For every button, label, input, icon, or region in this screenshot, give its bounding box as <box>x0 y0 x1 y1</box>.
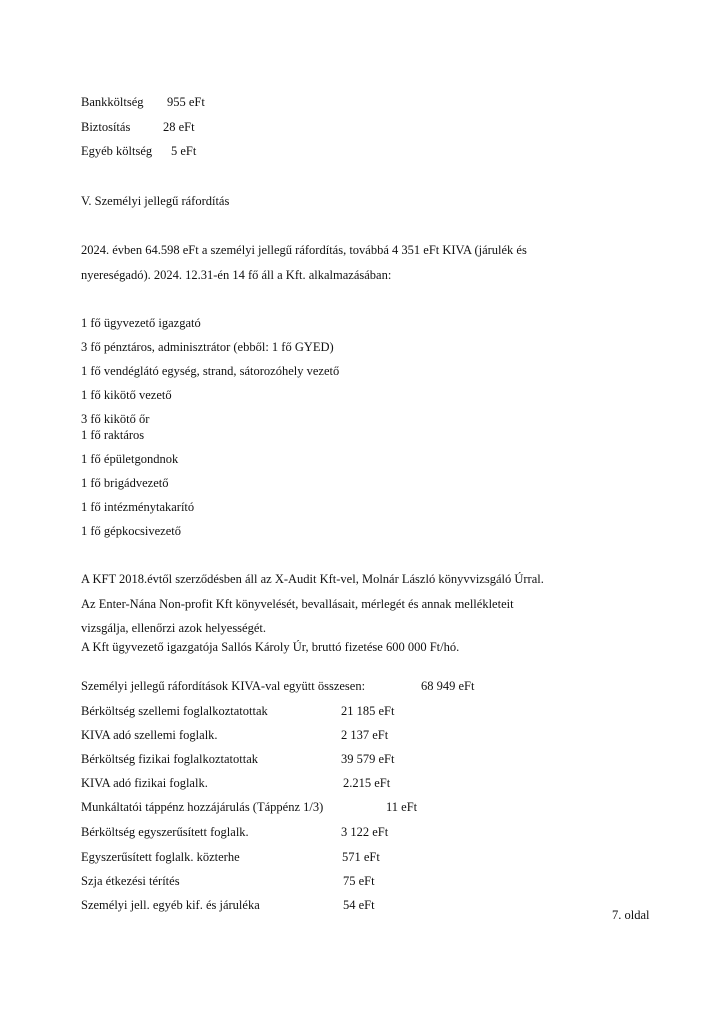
staff-item: 1 fő vendéglátó egység, strand, sátorozóhely vezető <box>81 364 340 378</box>
breakdown-label: Bérköltség egyszerűsített foglalk. <box>81 825 249 839</box>
audit-line-1: A KFT 2018.évtől szerződésben áll az X-Audit Kft-vel, Molnár László könyvvizsgáló Úrral. <box>81 572 544 586</box>
section-title: V. Személyi jellegű ráfordítás <box>81 194 230 208</box>
breakdown-label: Bérköltség szellemi foglalkoztatottak <box>81 704 268 718</box>
total-label: Személyi jellegű ráfordítások KIVA-val együtt összesen: <box>81 679 366 693</box>
breakdown-value: 39 579 eFt <box>341 752 395 766</box>
audit-line-4: A Kft ügyvezető igazgatója Sallós Károly Úr, bruttó fizetése 600 000 Ft/hó. <box>81 640 460 654</box>
staff-item: 1 fő raktáros <box>81 428 145 442</box>
breakdown-value: 75 eFt <box>343 874 375 888</box>
intro-line-1: 2024. évben 64.598 eFt a személyi jellegű ráfordítás, továbbá 4 351 eFt KIVA (járulék és <box>81 243 527 257</box>
audit-line-3: vizsgálja, ellenőrzi azok helyességét. <box>81 621 266 635</box>
cost-label: Biztosítás <box>81 120 131 134</box>
breakdown-value: 571 eFt <box>342 850 380 864</box>
breakdown-label: Bérköltség fizikai foglalkoztatottak <box>81 752 259 766</box>
staff-item: 3 fő kikötő őr <box>81 412 150 426</box>
cost-label: Bankköltség <box>81 95 144 109</box>
total-value: 68 949 eFt <box>421 679 475 693</box>
staff-item: 1 fő gépkocsivezető <box>81 524 181 538</box>
breakdown-value: 2 137 eFt <box>341 728 389 742</box>
cost-value: 5 eFt <box>171 144 197 158</box>
breakdown-value: 54 eFt <box>343 898 375 912</box>
breakdown-label: Egyszerűsített foglalk. közterhe <box>81 850 240 864</box>
breakdown-value: 21 185 eFt <box>341 704 395 718</box>
staff-item: 1 fő intézménytakarító <box>81 500 195 514</box>
breakdown-label: Munkáltatói táppénz hozzájárulás (Táppénz 1/3) <box>81 800 324 814</box>
audit-line-2: Az Enter-Nána Non-profit Kft könyvelését, bevallásait, mérlegét és annak mellékleteit <box>81 597 514 611</box>
breakdown-label: Szja étkezési térítés <box>81 874 180 888</box>
staff-item: 1 fő épületgondnok <box>81 452 179 466</box>
breakdown-label: KIVA adó szellemi foglalk. <box>81 728 218 742</box>
cost-label: Egyéb költség <box>81 144 153 158</box>
cost-value: 28 eFt <box>163 120 195 134</box>
staff-item: 1 fő ügyvezető igazgató <box>81 316 201 330</box>
page-number: 7. oldal <box>612 908 650 922</box>
staff-item: 1 fő brigádvezető <box>81 476 169 490</box>
breakdown-value: 2.215 eFt <box>343 776 391 790</box>
cost-value: 955 eFt <box>167 95 205 109</box>
breakdown-label: Személyi jell. egyéb kif. és járuléka <box>81 898 260 912</box>
intro-line-2: nyereségadó). 2024. 12.31-én 14 fő áll a Kft. alkalmazásában: <box>81 268 392 282</box>
breakdown-label: KIVA adó fizikai foglalk. <box>81 776 208 790</box>
staff-item: 1 fő kikötő vezető <box>81 388 172 402</box>
breakdown-value: 3 122 eFt <box>341 825 389 839</box>
staff-item: 3 fő pénztáros, adminisztrátor (ebből: 1 fő GYED) <box>81 340 334 354</box>
breakdown-value: 11 eFt <box>386 800 418 814</box>
